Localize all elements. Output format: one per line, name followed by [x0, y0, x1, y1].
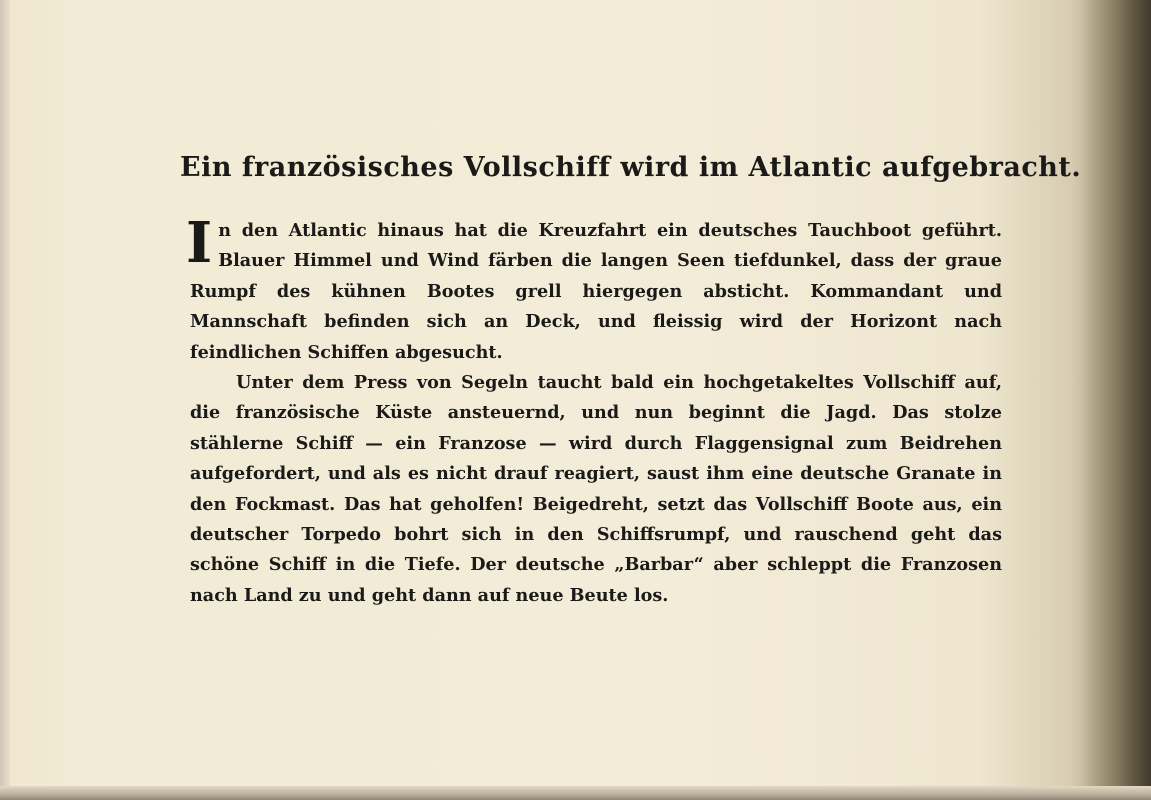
paragraph-1-text: n den Atlantic hinaus hat die Kreuzfahrt ein deutsches Tauchboot geführt. Blauer Himmel und Wind färben die langen Seen tiefdunkel, dass der graue Rumpf des kühnen Bootes grell hiergegen absticht. Kommandant und Mannschaft befinden sich an Deck, und fleissig wird der Horizont nach feindlichen Schiffen abgesucht.	[190, 220, 1002, 363]
page-title: Ein französisches Vollschiff wird im Atlantic aufgebracht.	[180, 152, 1082, 183]
page-bottom-edge	[0, 786, 1151, 800]
drop-cap: I	[186, 210, 213, 276]
text-block	[180, 150, 1082, 611]
page-left-edge	[0, 0, 10, 800]
paragraph-2: Unter dem Press von Segeln taucht bald ein hochgetakeltes Vollschiff auf, die französische Küste ansteuernd, und nun beginnt die Jagd. Das stolze stählerne Schiff — ein Franzose — wird durch Flaggensignal zum Beidrehen aufgefordert, und als es nicht drauf reagiert, saust ihm eine deutsche Granate in den Fockmast. Das hat geholfen! Beigedreht, setzt das Vollschiff Boote aus, ein deutscher Torpedo bohrt sich in den Schiffsrumpf, und rauschend geht das schöne Schiff in die Tiefe. Der deutsche „Barbar“ aber schleppt die Franzosen nach Land zu und geht dann auf neue Beute los.	[190, 372, 1002, 606]
book-gutter-shadow	[1081, 0, 1151, 800]
paragraph-1	[186, 210, 1002, 368]
